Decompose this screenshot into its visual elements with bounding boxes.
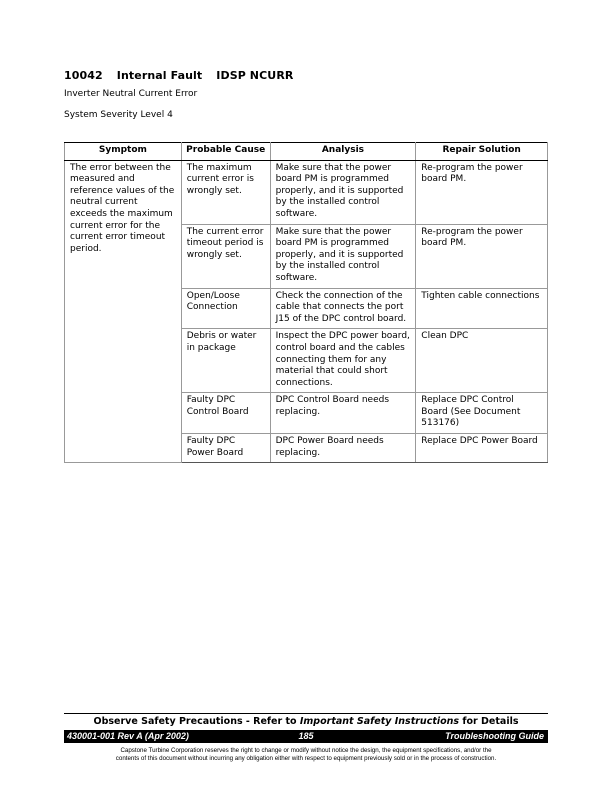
column-header-repair-solution: Repair Solution [416, 143, 548, 161]
safety-instructions-reference: Important Safety Instructions [299, 716, 460, 727]
disclaimer-line-2: contents of this document without incurring any obligation either with respect to equipment previously sold or in the process of construction. [115, 755, 497, 762]
safety-notice-prefix: Observe Safety Precautions - Refer to [93, 716, 300, 727]
analysis-cell: Inspect the DPC power board, control board and the cables connecting them for any material that could short connections. [270, 329, 416, 393]
analysis-cell: Make sure that the power board PM is programmed properly, and it is supported by the installed control software. [270, 160, 416, 224]
analysis-cell: DPC Control Board needs replacing. [270, 393, 416, 434]
page-header [64, 69, 554, 120]
cause-cell: The maximum current error is wrongly set. [181, 160, 270, 224]
fault-description: Inverter Neutral Current Error [64, 89, 198, 99]
fault-name: IDSP NCURR [216, 69, 294, 82]
cause-cell: Faulty DPC Power Board [181, 434, 270, 463]
solution-cell: Tighten cable connections [416, 288, 548, 329]
analysis-cell: DPC Power Board needs replacing. [270, 434, 416, 463]
severity-level: System Severity Level 4 [64, 110, 173, 120]
table-row [65, 160, 548, 224]
fault-code: 10042 [64, 69, 103, 82]
page-number: 185 [298, 731, 314, 741]
fault-type: Internal Fault [116, 69, 203, 82]
solution-cell: Re-program the power board PM. [416, 224, 548, 288]
solution-cell: Clean DPC [416, 329, 548, 393]
table-header-row [65, 143, 548, 161]
footer-bar [64, 730, 548, 743]
solution-cell: Replace DPC Power Board [416, 434, 548, 463]
cause-cell: Open/Loose Connection [181, 288, 270, 329]
safety-notice [64, 716, 548, 727]
solution-cell: Replace DPC Control Board (See Document 513176) [416, 393, 548, 434]
solution-cell: Re-program the power board PM. [416, 160, 548, 224]
legal-disclaimer [64, 747, 548, 763]
column-header-probable-cause: Probable Cause [181, 143, 270, 161]
cause-cell: Debris or water in package [181, 329, 270, 393]
disclaimer-line-1: Capstone Turbine Corporation reserves the right to change or modify without notice the design, the equipment specifications, and/or the [120, 747, 492, 754]
column-header-analysis: Analysis [270, 143, 416, 161]
footer-divider [64, 713, 548, 714]
guide-name: Troubleshooting Guide [445, 731, 544, 741]
fault-title [64, 69, 554, 82]
safety-notice-suffix: for Details [459, 716, 519, 727]
cause-cell: Faulty DPC Control Board [181, 393, 270, 434]
cause-cell: The current error timeout period is wrongly set. [181, 224, 270, 288]
analysis-cell: Check the connection of the cable that connects the port J15 of the DPC control board. [270, 288, 416, 329]
column-header-symptom: Symptom [65, 143, 182, 161]
document-number: 430001-001 Rev A (Apr 2002) [67, 731, 189, 741]
troubleshooting-table [64, 142, 548, 463]
symptom-cell: The error between the measured and reference values of the neutral current exceeds the maximum current error for the current error timeout period. [65, 160, 182, 463]
analysis-cell: Make sure that the power board PM is programmed properly, and it is supported by the installed control software. [270, 224, 416, 288]
